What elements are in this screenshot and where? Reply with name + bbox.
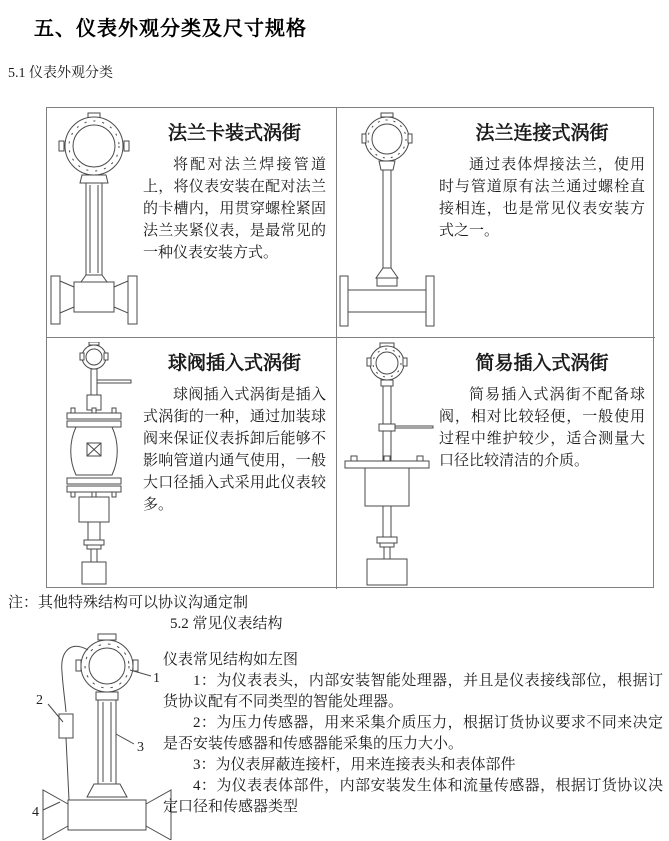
ball-valve-insertion-vortex-flowmeter-drawing bbox=[47, 338, 141, 589]
structure-item-1: 1：为仪表表头，内部安装智能处理器，并且是仪表接线部位，根据订货协议配有不同类型的智能处理器。 bbox=[163, 673, 663, 710]
cell-title-wafer-clamp: 法兰卡装式涡街 bbox=[167, 123, 301, 144]
cell-text-wafer-clamp: 将配对法兰焊接管道上，将仪表安装在配对法兰的卡槽内，用贯穿螺栓紧固法兰夹紧仪表，是最常见的一种仪表安装方式。 bbox=[143, 157, 326, 261]
flange-connection-vortex-flowmeter-drawing bbox=[337, 108, 437, 337]
section-5-1-heading: 5.1 仪表外观分类 bbox=[8, 66, 113, 81]
simple-insertion-vortex-flowmeter-drawing bbox=[337, 338, 437, 589]
page-title: 五、仪表外观分类及尺寸规格 bbox=[34, 18, 307, 40]
table-cell-flange-connection bbox=[337, 108, 655, 338]
cell-text-ball-valve-insertion: 球阀插入式涡街是插入式涡街的一种，通过加装球阀来保证仪表拆卸后能够不影响管道内通气使用，一般大口径插入式采用此仪表较多。 bbox=[143, 387, 326, 513]
structure-item-3: 3：为仪表屏蔽连接杆，用来连接表头和表体部件 bbox=[193, 757, 516, 773]
cell-title-simple-insertion: 简易插入式涡街 bbox=[475, 353, 609, 374]
cell-text-simple-insertion: 简易插入式涡街不配备球阀，相对比较轻便，一般使用过程中维护较少，适合测量大口径比较清洁的介质。 bbox=[439, 387, 645, 469]
structure-description bbox=[163, 650, 663, 818]
table-cell-ball-valve-insertion bbox=[47, 338, 337, 589]
structure-intro: 仪表常见结构如左图 bbox=[163, 652, 299, 668]
figure-label-3: 3 bbox=[137, 740, 144, 755]
structure-item-2: 2：为压力传感器，用来采集介质压力，根据订货协议要求不同来决定是否安装传感器和传感器能采集的压力大小。 bbox=[163, 715, 663, 752]
meter-structure-figure bbox=[24, 630, 186, 840]
figure-label-1: 1 bbox=[153, 671, 160, 686]
structure-item-4: 4：为仪表表体部件，内部安装发生体和流量传感器，根据订货协议决定口径和传感器类型 bbox=[163, 778, 663, 815]
table-cell-wafer-clamp bbox=[47, 108, 337, 338]
table-note: 注：其他特殊结构可以协议沟通定制 bbox=[8, 595, 249, 611]
wafer-clamp-vortex-flowmeter-drawing bbox=[47, 108, 141, 337]
cell-title-flange-connection: 法兰连接式涡街 bbox=[475, 123, 609, 144]
cell-text-flange-connection: 通过表体焊接法兰，使用时与管道原有法兰通过螺栓直接相连，也是常见仪表安装方式之一。 bbox=[439, 157, 645, 239]
cell-title-ball-valve-insertion: 球阀插入式涡街 bbox=[167, 353, 301, 374]
figure-label-4: 4 bbox=[32, 805, 39, 820]
classification-table bbox=[46, 107, 654, 588]
table-cell-simple-insertion bbox=[337, 338, 655, 589]
figure-label-2: 2 bbox=[36, 693, 43, 708]
section-5-2-heading: 5.2 常见仪表结构 bbox=[170, 616, 283, 632]
